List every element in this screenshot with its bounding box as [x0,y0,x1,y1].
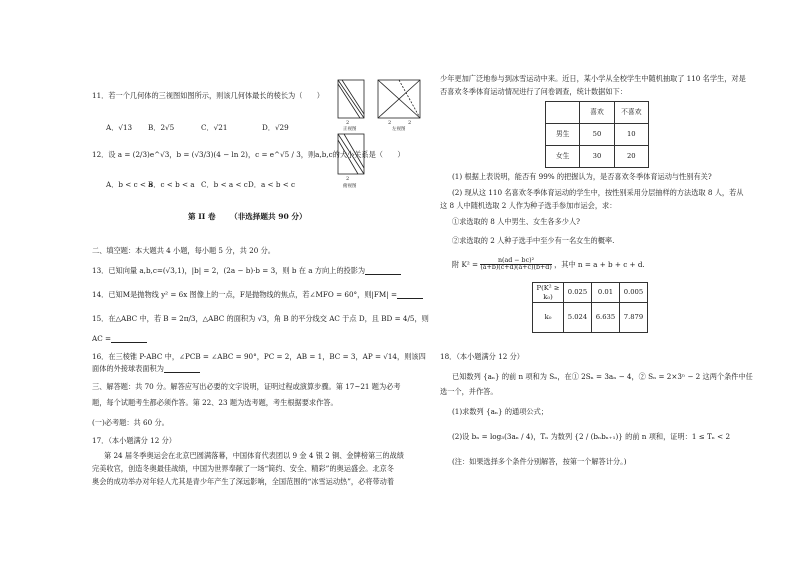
q14 [92,290,423,299]
q13 [92,266,401,275]
q11-stem: 11．若一个几何体的三视图如图所示，则该几何体最长的棱长为（ ） [92,91,324,100]
q17-heading: 17．（本小题满分 12 分） [92,436,176,445]
q11-option-b: B．2√5 [148,123,175,132]
kt-cell: 7.879 [619,303,647,333]
formula-denominator: (a+b)(c+d)(a+c)(b+d) [480,264,552,272]
q17-sub-2b: 这 8 人中随机选取 2 人作为种子选手参加市运会，求： [440,201,617,210]
q17-sub-2a: (2) 现从这 110 名喜欢冬季体育运动的学生中，按性别采用分层抽样的方法选取 8 人，若从 [452,188,744,197]
q15-text: AC = [92,334,111,343]
section-subtitle: （非选择题共 90 分） [230,212,307,221]
q17-sub-2c1: ①求选取的 8 人中男生、女生各多少人? [452,217,580,226]
required-heading: (一)必考题：共 60 分。 [92,418,169,427]
q11-option-c: C．√21 [201,123,228,132]
formula-suffix: ，其中 n = a + b + c + d. [554,259,645,269]
side-view [378,80,420,118]
survey-header-cell [546,102,580,124]
solve-intro-1: 三、解答题：共 70 分。解答应写出必要的文字说明，证明过程或演算步骤。第 17~21 题为必考 [92,382,401,391]
q17-para-2: 完美收官，创造冬奥最佳战绩，中国为世界奉献了一场“简约、安全、精彩”的奥运盛会。北京冬 [92,464,395,473]
survey-row-label: 女生 [546,146,580,168]
q13-blank [365,267,401,275]
q17-para-1: 第 24 届冬季奥运会在北京巴圆满落幕，中国体育代表团以 9 金 4 银 2 铜、金牌榜第三的战绩 [104,451,404,460]
front-view [338,80,364,118]
solve-intro-2: 题，每个试题考生都必须作答。第 22、23 题为选考题，考生根据要求作答。 [92,398,338,407]
side-dim-2: 2 [408,120,412,126]
kt-row-k0 [533,303,648,333]
q18-para-1: 已知数列 {aₙ} 的前 n 项和为 Sₙ，在① 2Sₙ = 3aₙ − 4，② Sₙ = 2×3ⁿ − 2 这两个条件中任 [452,372,753,381]
right-para-1: 少年更加广泛地参与到冰雪运动中来。近日，某小学从全校学生中随机抽取了 110 名学生，对是 [440,74,746,83]
formula-fraction [480,258,551,272]
survey-cell-dislike: 10 [614,124,648,146]
survey-row-label: 男生 [546,124,580,146]
formula-prefix: 附 K² = [452,259,479,269]
three-view-figure [334,76,424,190]
kt-cell: 6.635 [591,303,619,333]
q16-text: 面体的外接球表面积为 [92,364,164,373]
q17-para-3: 奥会的成功举办对年轻人尤其是青少年产生了深远影响，全国范围的“冰雪运动热”，必将带动着 [92,477,395,486]
q12-option-b: B．c < b < a [148,180,195,189]
survey-cell-dislike: 20 [614,146,648,168]
q15-line2 [92,334,147,343]
survey-cell-like: 30 [580,146,614,168]
q15-line1: 15．在△ABC 中，若 B = 2π/3，△ABC 的面积为 √3，角 B 的平分线交 AC 于点 D，且 BD = 4/5，则 [92,314,429,323]
survey-row-female [546,146,649,168]
q16-line1: 16．在三棱锥 P-ABC 中，∠PCB = ∠ABC = 90°，PC = 2，AB = 1，BC = 3，AP = √14，则该四 [92,352,426,361]
survey-header-dislike: 不喜欢 [614,102,648,124]
q13-text: 13．已知向量 a,b,c=(√3,1)，|b| = 2，(2a − b)·b = 3，则 b 在 a 方向上的投影为 [92,266,366,275]
q12-option-a: A．b < c < a [106,180,153,189]
q18-note: (注：如果选择多个条件分别解答，按第一个解答计分。) [452,457,627,466]
front-dim: 2 [346,120,350,126]
kt-cell: 5.024 [564,303,592,333]
q16-blank [164,365,200,373]
survey-cell-like: 50 [580,124,614,146]
q18-sub-2: (2)设 bₙ = log₃(3aₙ / 4)，Tₙ 为数列 {2 / (bₙbₙ₊₁)} 的前 n 项和，证明：1 ≤ Tₙ < 2 [452,432,731,441]
q12-option-c: C．b < a < c [201,180,248,189]
q17-sub-1: (1) 根据上表说明，能否有 99% 的把握认为，是否喜欢冬季体育运动与性别有关? [452,172,712,181]
kt-cell: k₀ [533,303,564,333]
kt-cell: 0.025 [564,283,592,303]
survey-header-row [546,102,649,124]
q18-para-2: 选一个，并作答。 [440,387,498,396]
survey-table [545,101,649,168]
survey-header-like: 喜欢 [580,102,614,124]
right-para-2: 否喜欢冬季体育运动情况进行了问卷调查，统计数据如下： [440,87,627,96]
kt-cell: 0.01 [591,283,619,303]
q12-option-d: D．a < b < c [248,180,296,189]
survey-row-male [546,124,649,146]
side-dim-1: 2 [388,120,392,126]
kt-cell: P(K² ≥ k₀) [533,283,564,303]
top-view-label: 俯视图 [343,184,357,189]
q11-option-d: D．√29 [262,123,289,132]
section-title: 第 II 卷 [188,212,216,221]
q18-heading: 18．（本小题满分 12 分） [440,352,524,361]
side-view-label: 左视图 [392,127,406,132]
top-dim: 2 [346,176,350,182]
fill-intro: 二、填空题：本大题共 4 小题，每小题 5 分，共 20 分。 [92,246,275,255]
q14-blank [397,291,423,299]
kt-cell: 0.005 [619,283,647,303]
q18-sub-1: (1)求数列 {aₙ} 的通项公式； [452,407,548,416]
front-view-label: 正视图 [343,127,357,132]
critical-value-table [532,282,648,333]
q16-line2 [92,364,200,373]
formula-numerator: n(ad − bc)² [480,258,551,265]
q11-option-a: A．√13 [106,123,133,132]
q12-stem: 12．设 a = (2/3)e^√3，b = (√3/3)(4 − ln 2)，c = e^√5 / 3，则a,b,c的大小关系是（ ） [92,150,405,159]
q17-sub-2c2: ②求选取的 2 人种子选手中至少有一名女生的概率. [452,236,615,245]
k2-formula [452,258,645,272]
q14-text: 14．已知M是抛物线 y² = 6x 图像上的一点，F是抛物线的焦点，若∠MFO = 60°，则|FM| = [92,290,398,299]
kt-row-p [533,283,648,303]
q15-blank [111,335,147,343]
